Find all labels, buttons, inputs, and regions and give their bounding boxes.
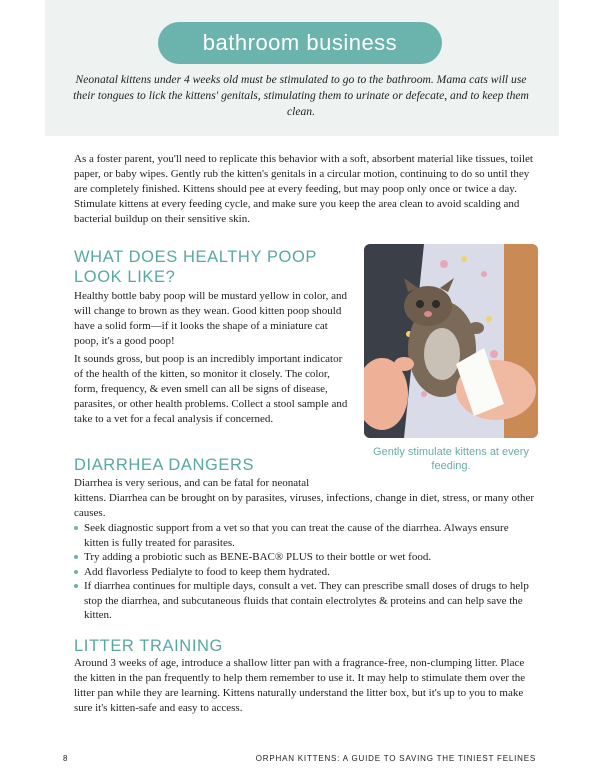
page-number: 8 [63, 754, 68, 763]
list-item [74, 521, 536, 550]
poop-heading [74, 247, 317, 287]
list-item-text: Try adding a probiotic such as BENE-BAC® PLUS to their bottle or wet food. [84, 551, 432, 563]
list-item-text: Add flavorless Pedialyte to food to keep them hydrated. [84, 565, 330, 578]
list-item [74, 550, 536, 565]
photo-caption: Gently stimulate kittens at every feeding. [373, 446, 529, 472]
page-title: bathroom business [202, 30, 398, 55]
bullet-icon [74, 555, 78, 559]
diarrhea-heading: DIARRHEA DANGERS [74, 456, 255, 474]
main-paragraph: As a foster parent, you'll need to replicate this behavior with a soft, absorbent material like tissues, toilet paper, or baby wipes. Gently rub the kitten's genitals in a circular motion, continuing to do so until they are completely finished. Kittens should pee at every feeding, but may poop only once or twice a day. Stimulate kittens at every feeding cycle, and make sure you keep the area clean to avoid scalding and bacterial buildup on their sensitive skin. [74, 153, 533, 225]
litter-paragraph: Around 3 weeks of age, introduce a shallow litter pan with a fragrance-free, non-clumping litter. Place the kitten in the pan frequently to help them remember to use it. It may help to stimulate them over the litter pan while they are learning. Kittens naturally understand the litter box, but it's up to you to make sure it's kitten-safe and easy to access. [74, 657, 526, 714]
intro-text: Neonatal kittens under 4 weeks old must be stimulated to go to the bathroom. Mama cats will use their tongues to lick the kittens' genitals, stimulating them to urinate or defecate, and to keep them clean. [73, 73, 529, 118]
list-item [74, 565, 536, 580]
list-item-text: Seek diagnostic support from a vet so that you can treat the cause of the diarrhea. Always ensure kitten is fully treated for parasites. [84, 522, 509, 549]
diarrhea-intro-line1: Diarrhea is very serious, and can be fatal for neonatal [74, 477, 310, 489]
book-title: ORPHAN KITTENS: A GUIDE TO SAVING THE TINIEST FELINES [255, 754, 536, 763]
diarrhea-intro-rest: kittens. Diarrhea can be brought on by parasites, viruses, infections, change in diet, stress, or many other causes. [74, 492, 535, 519]
poop-paragraph-1: Healthy bottle baby poop will be mustard yellow in color, and will change to brown as they wean. Good kitten poop should have a solid form—if it looks the shape of a miniature cat poop, it's a good poop! [74, 290, 347, 347]
poop-heading-line1: WHAT DOES HEALTHY POOP [74, 248, 318, 266]
page-title-banner [158, 22, 442, 64]
litter-heading: LITTER TRAINING [74, 637, 223, 655]
kitten-photo-illustration [364, 244, 538, 438]
bullet-icon [74, 584, 78, 588]
poop-paragraph-2: It sounds gross, but poop is an incredibly important indicator of the health of the kitten, so monitor it closely. The color, form, frequency, & even smell can all be signs of disease, parasites, or other health problems. Collect a stool sample and take to a vet for a fecal analysis if concerned. [74, 353, 348, 425]
diarrhea-tips-list [74, 521, 536, 623]
kitten-photo [364, 244, 538, 438]
list-item-text: If diarrhea continues for multiple days, consult a vet. They can prescribe small doses of drugs to help stop the diarrhea, and subcutaneous fluids that contain electrolytes & proteins and can help save the kitten. [84, 580, 529, 621]
bullet-icon [74, 526, 78, 530]
poop-heading-line2: LOOK LIKE? [74, 268, 176, 286]
bullet-icon [74, 570, 78, 574]
list-item [74, 579, 536, 623]
